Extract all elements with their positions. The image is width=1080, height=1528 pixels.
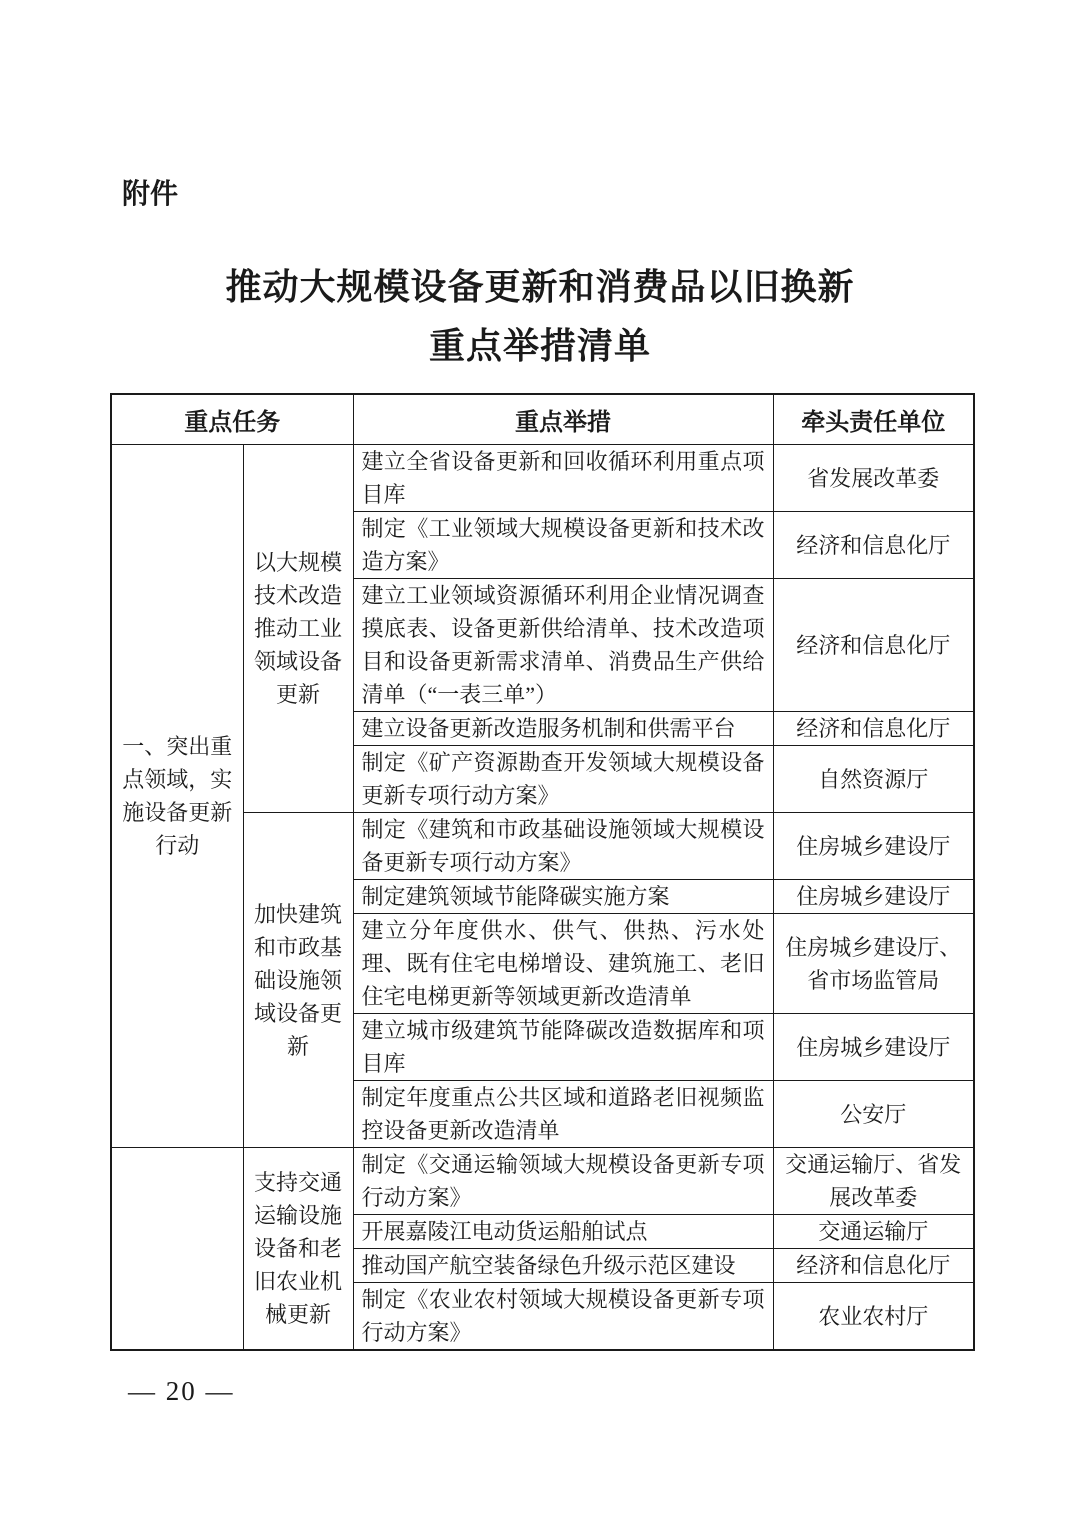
unit-cell: 交通运输厅、省发展改革委 [773, 1148, 974, 1215]
measure-cell: 推动国产航空装备绿色升级示范区建设 [353, 1249, 773, 1283]
category-cell: 一、突出重点领域，实施设备更新行动 [111, 445, 243, 1148]
measure-cell: 制定《矿产资源勘查开发领域大规模设备更新专项行动方案》 [353, 746, 773, 813]
measure-cell: 开展嘉陵江电动货运船舶试点 [353, 1215, 773, 1249]
measure-cell: 制定年度重点公共区域和道路老旧视频监控设备更新改造清单 [353, 1081, 773, 1148]
unit-cell: 农业农村厅 [773, 1283, 974, 1351]
measure-cell: 制定《农业农村领域大规模设备更新专项行动方案》 [353, 1283, 773, 1351]
unit-cell: 经济和信息化厅 [773, 579, 974, 712]
measure-cell: 建立全省设备更新和回收循环利用重点项目库 [353, 445, 773, 512]
page-number: — 20 — [128, 1376, 235, 1406]
unit-cell: 住房城乡建设厅 [773, 880, 974, 914]
measure-cell: 建立设备更新改造服务机制和供需平台 [353, 712, 773, 746]
unit-cell: 住房城乡建设厅 [773, 813, 974, 880]
unit-cell: 住房城乡建设厅 [773, 1014, 974, 1081]
table-row [111, 1148, 974, 1215]
table-header-row [111, 394, 974, 445]
subtask-cell: 以大规模技术改造推动工业领域设备更新 [243, 445, 353, 813]
measure-cell: 制定《交通运输领域大规模设备更新专项行动方案》 [353, 1148, 773, 1215]
unit-cell: 经济和信息化厅 [773, 712, 974, 746]
unit-cell: 省发展改革委 [773, 445, 974, 512]
attachment-label: 附件 [122, 178, 179, 209]
unit-cell: 经济和信息化厅 [773, 512, 974, 579]
category-cell [111, 1148, 243, 1351]
unit-cell: 经济和信息化厅 [773, 1249, 974, 1283]
measure-cell: 建立城市级建筑节能降碳改造数据库和项目库 [353, 1014, 773, 1081]
measure-cell: 建立分年度供水、供气、供热、污水处理、既有住宅电梯增设、建筑施工、老旧住宅电梯更新等领域更新改造清单 [353, 914, 773, 1014]
document-title [0, 258, 1080, 376]
unit-cell: 公安厅 [773, 1081, 974, 1148]
subtask-cell: 加快建筑和市政基础设施领域设备更新 [243, 813, 353, 1148]
unit-cell: 自然资源厅 [773, 746, 974, 813]
measure-cell: 制定《建筑和市政基础设施领域大规模设备更新专项行动方案》 [353, 813, 773, 880]
column-header-task: 重点任务 [111, 394, 353, 445]
measure-cell: 制定《工业领域大规模设备更新和技术改造方案》 [353, 512, 773, 579]
unit-cell: 住房城乡建设厅、省市场监管局 [773, 914, 974, 1014]
measure-cell: 建立工业领域资源循环利用企业情况调查摸底表、设备更新供给清单、技术改造项目和设备更新需求清单、消费品生产供给清单（“一表三单”） [353, 579, 773, 712]
document-title-line2: 重点举措清单 [428, 326, 651, 366]
subtask-cell: 支持交通运输设施设备和老旧农业机械更新 [243, 1148, 353, 1351]
column-header-measure: 重点举措 [353, 394, 773, 445]
measure-cell: 制定建筑领域节能降碳实施方案 [353, 880, 773, 914]
unit-cell: 交通运输厅 [773, 1215, 974, 1249]
document-title-line1: 推动大规模设备更新和消费品以旧换新 [225, 267, 855, 307]
table-row [111, 445, 974, 512]
column-header-unit: 牵头责任单位 [773, 394, 974, 445]
measures-table [110, 393, 975, 1351]
